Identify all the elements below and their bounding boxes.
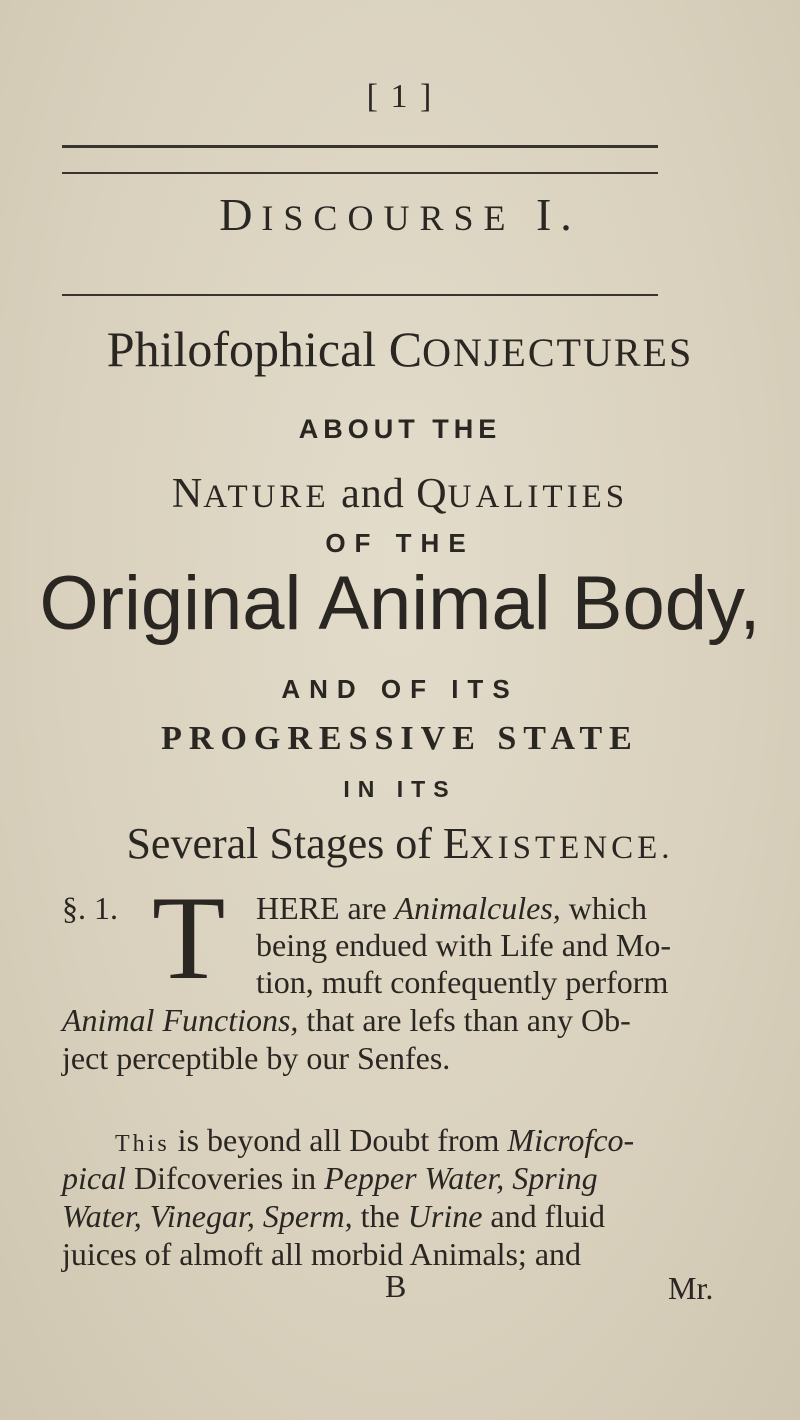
page-number: [ 1 ] (366, 78, 434, 115)
title-line-nature: NATURE and QUALITIES (171, 471, 629, 517)
title-line-progressive: PROGRESSIVE STATE (161, 720, 639, 757)
para2-line1: This is beyond all Doubt from Microfco- (115, 1122, 635, 1158)
para1-line2: being endued with Life and Mo- (256, 927, 671, 963)
para2-line4: juices of almoft all morbid Animals; and (62, 1236, 582, 1272)
title-line-of-the: OF THE (325, 528, 475, 558)
para2-line3: Water, Vinegar, Sperm, the Urine and fluid (62, 1198, 606, 1234)
para1-line3: tion, muft confequently perform (256, 964, 669, 1000)
title-line-conjectures: Philofophical CONJECTURES (106, 321, 694, 377)
title-line-original-body: Original Animal Body, (39, 561, 761, 646)
title-line-existence: Several Stages of EXISTENCE. (126, 819, 674, 868)
discourse-heading: DISCOURSE I. (219, 189, 581, 240)
signature-mark: B (385, 1268, 407, 1304)
heading-rule (62, 294, 658, 296)
catchword: Mr. (668, 1270, 714, 1306)
para1-line4: Animal Functions, that are lefs than any Ob- (62, 1002, 631, 1038)
title-line-and-of-its: AND OF ITS (281, 674, 519, 704)
title-line-in-its: IN ITS (343, 776, 457, 802)
top-rule-thin (62, 172, 658, 174)
title-line-about: ABOUT THE (298, 414, 502, 444)
top-rule-thick (62, 145, 658, 148)
para1-line5: ject perceptible by our Senfes. (62, 1040, 451, 1076)
section-mark: §. 1. (62, 890, 118, 926)
drop-cap: T (152, 871, 226, 1004)
para1-line1: HERE are Animalcules, which (256, 890, 647, 926)
para2-line2: pical Difcoveries in Pepper Water, Spring (62, 1160, 598, 1196)
